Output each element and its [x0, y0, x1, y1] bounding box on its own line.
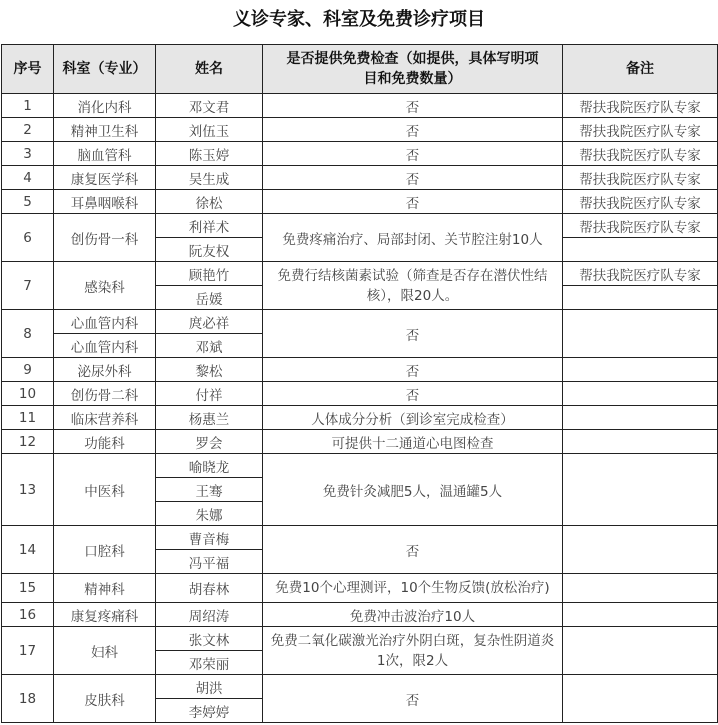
- name-cell: 陈玉婷: [156, 142, 263, 166]
- name-cell: 阮友权: [156, 238, 263, 262]
- table-row: [2, 382, 718, 406]
- table-row: [2, 526, 718, 550]
- remark-cell: [563, 603, 718, 627]
- remark-cell: [563, 526, 718, 574]
- name-cell: 黎松: [156, 358, 263, 382]
- table-row: [2, 454, 718, 478]
- name-cell: 邓斌: [156, 334, 263, 358]
- dept-cell: 口腔科: [54, 526, 156, 574]
- dept-cell: 妇科: [54, 627, 156, 675]
- dept-cell: 康复医学科: [54, 166, 156, 190]
- exam-cell: 免费10个心理测评，10个生物反馈(放松治疗): [263, 574, 563, 603]
- seq-cell: 17: [2, 627, 54, 675]
- seq-cell: 4: [2, 166, 54, 190]
- dept-cell: 中医科: [54, 454, 156, 526]
- dept-cell: 皮肤科: [54, 675, 156, 723]
- seq-cell: 13: [2, 454, 54, 526]
- seq-cell: 7: [2, 262, 54, 310]
- remark-cell: 帮扶我院医疗队专家: [563, 214, 718, 238]
- name-cell: 曹音梅: [156, 526, 263, 550]
- exam-cell: 否: [263, 675, 563, 723]
- name-cell: 岳媛: [156, 286, 263, 310]
- dept-cell: 精神科: [54, 574, 156, 603]
- remark-cell: [563, 406, 718, 430]
- remark-cell: [563, 382, 718, 406]
- remark-cell: [563, 675, 718, 723]
- dept-cell: 消化内科: [54, 94, 156, 118]
- header-exam: 是否提供免费检查（如提供，具体写明项目和免费数量）: [263, 45, 563, 94]
- remark-cell: 帮扶我院医疗队专家: [563, 94, 718, 118]
- expert-table: [1, 44, 718, 723]
- seq-cell: 8: [2, 310, 54, 358]
- name-cell: 王骞: [156, 478, 263, 502]
- seq-cell: 11: [2, 406, 54, 430]
- seq-cell: 1: [2, 94, 54, 118]
- seq-cell: 10: [2, 382, 54, 406]
- exam-cell: 否: [263, 358, 563, 382]
- exam-cell: 否: [263, 382, 563, 406]
- name-cell: 张文林: [156, 627, 263, 651]
- name-cell: 邓荣丽: [156, 651, 263, 675]
- remark-cell: 帮扶我院医疗队专家: [563, 118, 718, 142]
- remark-cell: 帮扶我院医疗队专家: [563, 142, 718, 166]
- remark-cell: [563, 574, 718, 603]
- exam-cell: 免费疼痛治疗、局部封闭、关节腔注射10人: [263, 214, 563, 262]
- table-row: [2, 574, 718, 603]
- dept-cell: 心血管内科: [54, 310, 156, 334]
- page-title: 义诊专家、科室及免费诊疗项目: [233, 9, 485, 30]
- seq-cell: 12: [2, 430, 54, 454]
- exam-cell: 否: [263, 310, 563, 358]
- table-row: [2, 627, 718, 651]
- remark-cell: [563, 430, 718, 454]
- name-cell: 邓文君: [156, 94, 263, 118]
- seq-cell: 3: [2, 142, 54, 166]
- remark-cell: 帮扶我院医疗队专家: [563, 166, 718, 190]
- exam-cell: 否: [263, 94, 563, 118]
- name-cell: 庹必祥: [156, 310, 263, 334]
- seq-cell: 6: [2, 214, 54, 262]
- table-row: [2, 262, 718, 286]
- seq-cell: 15: [2, 574, 54, 603]
- exam-cell: 否: [263, 166, 563, 190]
- dept-cell: 脑血管科: [54, 142, 156, 166]
- name-cell: 顾艳竹: [156, 262, 263, 286]
- exam-cell: 否: [263, 142, 563, 166]
- remark-cell: [563, 454, 718, 526]
- seq-cell: 18: [2, 675, 54, 723]
- name-cell: 李婷婷: [156, 699, 263, 723]
- table-body: [2, 94, 718, 723]
- exam-cell: 否: [263, 190, 563, 214]
- exam-cell: 免费针灸减肥5人，温通罐5人: [263, 454, 563, 526]
- exam-cell: 免费行结核菌素试验（筛查是否存在潜伏性结核），限20人。: [263, 262, 563, 310]
- remark-cell: 帮扶我院医疗队专家: [563, 262, 718, 286]
- dept-cell: 心血管内科: [54, 334, 156, 358]
- seq-cell: 2: [2, 118, 54, 142]
- header-remark: 备注: [563, 45, 718, 94]
- table-row: [2, 190, 718, 214]
- table-row: [2, 358, 718, 382]
- dept-cell: 临床营养科: [54, 406, 156, 430]
- name-cell: 胡春林: [156, 574, 263, 603]
- dept-cell: 功能科: [54, 430, 156, 454]
- remark-cell: [563, 310, 718, 358]
- dept-cell: 耳鼻咽喉科: [54, 190, 156, 214]
- table-row: [2, 94, 718, 118]
- dept-cell: 创伤骨一科: [54, 214, 156, 262]
- dept-cell: 创伤骨二科: [54, 382, 156, 406]
- dept-cell: 精神卫生科: [54, 118, 156, 142]
- name-cell: 刘伍玉: [156, 118, 263, 142]
- table-row: [2, 675, 718, 699]
- name-cell: 喻晓龙: [156, 454, 263, 478]
- exam-cell: 免费二氧化碳激光治疗外阴白斑，复杂性阴道炎1次，限2人: [263, 627, 563, 675]
- table-header-row: [2, 45, 718, 94]
- name-cell: 付祥: [156, 382, 263, 406]
- name-cell: 杨惠兰: [156, 406, 263, 430]
- exam-cell: 可提供十二通道心电图检查: [263, 430, 563, 454]
- name-cell: 罗会: [156, 430, 263, 454]
- table-row: [2, 214, 718, 238]
- name-cell: 周绍涛: [156, 603, 263, 627]
- table-row: [2, 118, 718, 142]
- remark-cell: 帮扶我院医疗队专家: [563, 190, 718, 214]
- remark-cell: [563, 358, 718, 382]
- table-row: [2, 166, 718, 190]
- header-dept: 科室（专业）: [54, 45, 156, 94]
- table-row: [2, 603, 718, 627]
- name-cell: 利祥术: [156, 214, 263, 238]
- exam-cell: 否: [263, 526, 563, 574]
- name-cell: 胡洪: [156, 675, 263, 699]
- remark-cell: [563, 286, 718, 310]
- dept-cell: 康复疼痛科: [54, 603, 156, 627]
- table-row: [2, 142, 718, 166]
- dept-cell: 泌尿外科: [54, 358, 156, 382]
- exam-cell: 免费冲击波治疗10人: [263, 603, 563, 627]
- name-cell: 冯平福: [156, 550, 263, 574]
- exam-cell: 人体成分分析（到诊室完成检查）: [263, 406, 563, 430]
- table-row: [2, 430, 718, 454]
- table-row: [2, 406, 718, 430]
- remark-cell: [563, 627, 718, 675]
- exam-cell: 否: [263, 118, 563, 142]
- seq-cell: 16: [2, 603, 54, 627]
- remark-cell: [563, 238, 718, 262]
- name-cell: 朱娜: [156, 502, 263, 526]
- header-name: 姓名: [156, 45, 263, 94]
- name-cell: 徐松: [156, 190, 263, 214]
- seq-cell: 5: [2, 190, 54, 214]
- seq-cell: 14: [2, 526, 54, 574]
- name-cell: 吴生成: [156, 166, 263, 190]
- seq-cell: 9: [2, 358, 54, 382]
- dept-cell: 感染科: [54, 262, 156, 310]
- header-seq: 序号: [2, 45, 54, 94]
- table-row: [2, 310, 718, 334]
